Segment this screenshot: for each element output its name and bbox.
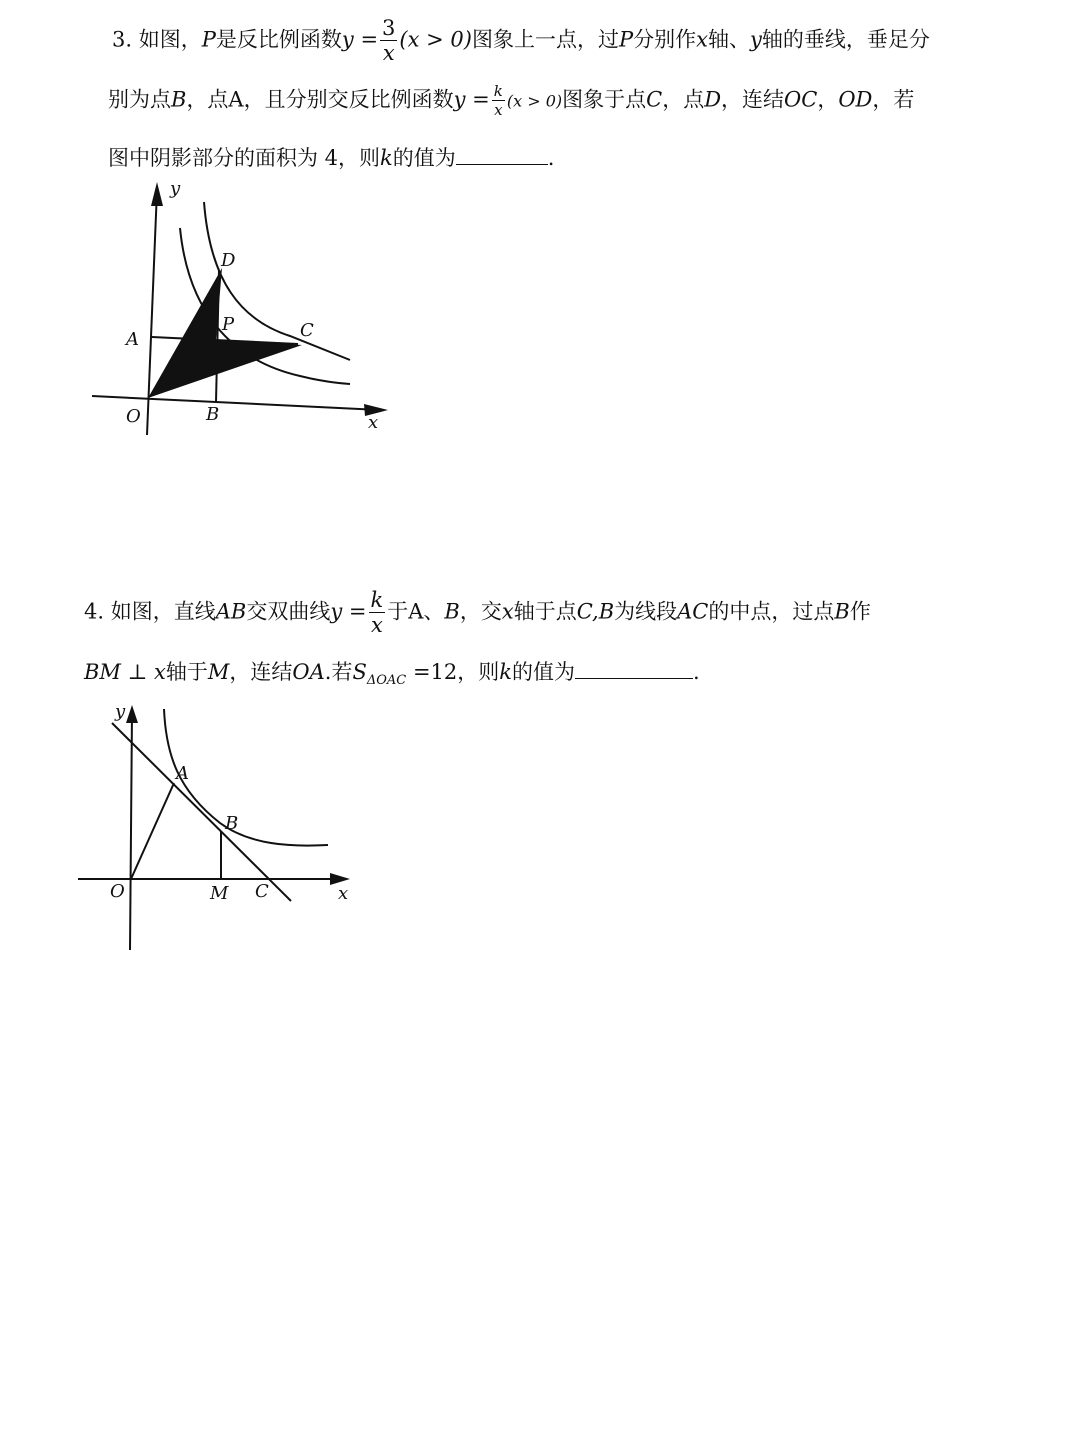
label-b: B: [225, 813, 239, 834]
answer-blank: [575, 677, 693, 679]
label-a: A: [126, 329, 139, 350]
label-y: y: [170, 178, 181, 199]
label-x: x: [368, 412, 379, 433]
segment-oa: [131, 783, 174, 879]
label-p: P: [222, 314, 235, 335]
answer-blank: [456, 163, 548, 165]
y-axis-arrow-icon: [126, 705, 138, 723]
label-d: D: [221, 250, 236, 271]
label-c: C: [255, 881, 269, 902]
q3-line-3: 图中阴影部分的面积为 4，则k的值为 .: [108, 146, 555, 170]
fraction-3-over-x: $\frac{3}{x}$: [382, 16, 396, 65]
label-c: C: [300, 320, 314, 341]
label-y: y: [115, 701, 126, 722]
q4-figure: [70, 695, 370, 960]
label-o: O: [110, 881, 125, 902]
label-m: M: [210, 883, 229, 904]
label-b: B: [206, 404, 220, 425]
fraction-k-over-x: $\frac{k}{x}$: [493, 82, 503, 119]
q4-line-1: 4. 如图，直线AB交双曲线y = $\frac{k}{x}$ 于A、B，交x轴于点C,B为线段AC的中点，过点B作: [84, 588, 871, 637]
label-o: O: [126, 406, 141, 427]
line-ab: [112, 723, 291, 901]
q4-line-2: BM ⊥ x轴于M，连结OA.若$S_{\Delta OAC} =12$，则k的值为 .: [84, 660, 700, 688]
q3-line-1: 3. 如图，P是反比例函数y = $\frac{3}{x}$ (x > 0)图象上一点，过P分别作x轴、y轴的垂线，垂足分: [112, 16, 930, 65]
q3-line-2: 别为点B，点A，且分别交反比例函数y = $\frac{k}{x}$ (x > 0)图象于点C，点D，连结OC，OD，若: [108, 82, 915, 119]
q3-number: 3: [112, 27, 126, 52]
y-axis-arrow-icon: [151, 182, 163, 206]
label-a: A: [176, 763, 189, 784]
fraction-k-over-x: $\frac{k}{x}$: [370, 588, 384, 637]
y-axis: [130, 713, 132, 950]
label-x: x: [338, 883, 349, 904]
q3-figure: [80, 170, 410, 450]
q4-number: 4: [84, 599, 98, 624]
